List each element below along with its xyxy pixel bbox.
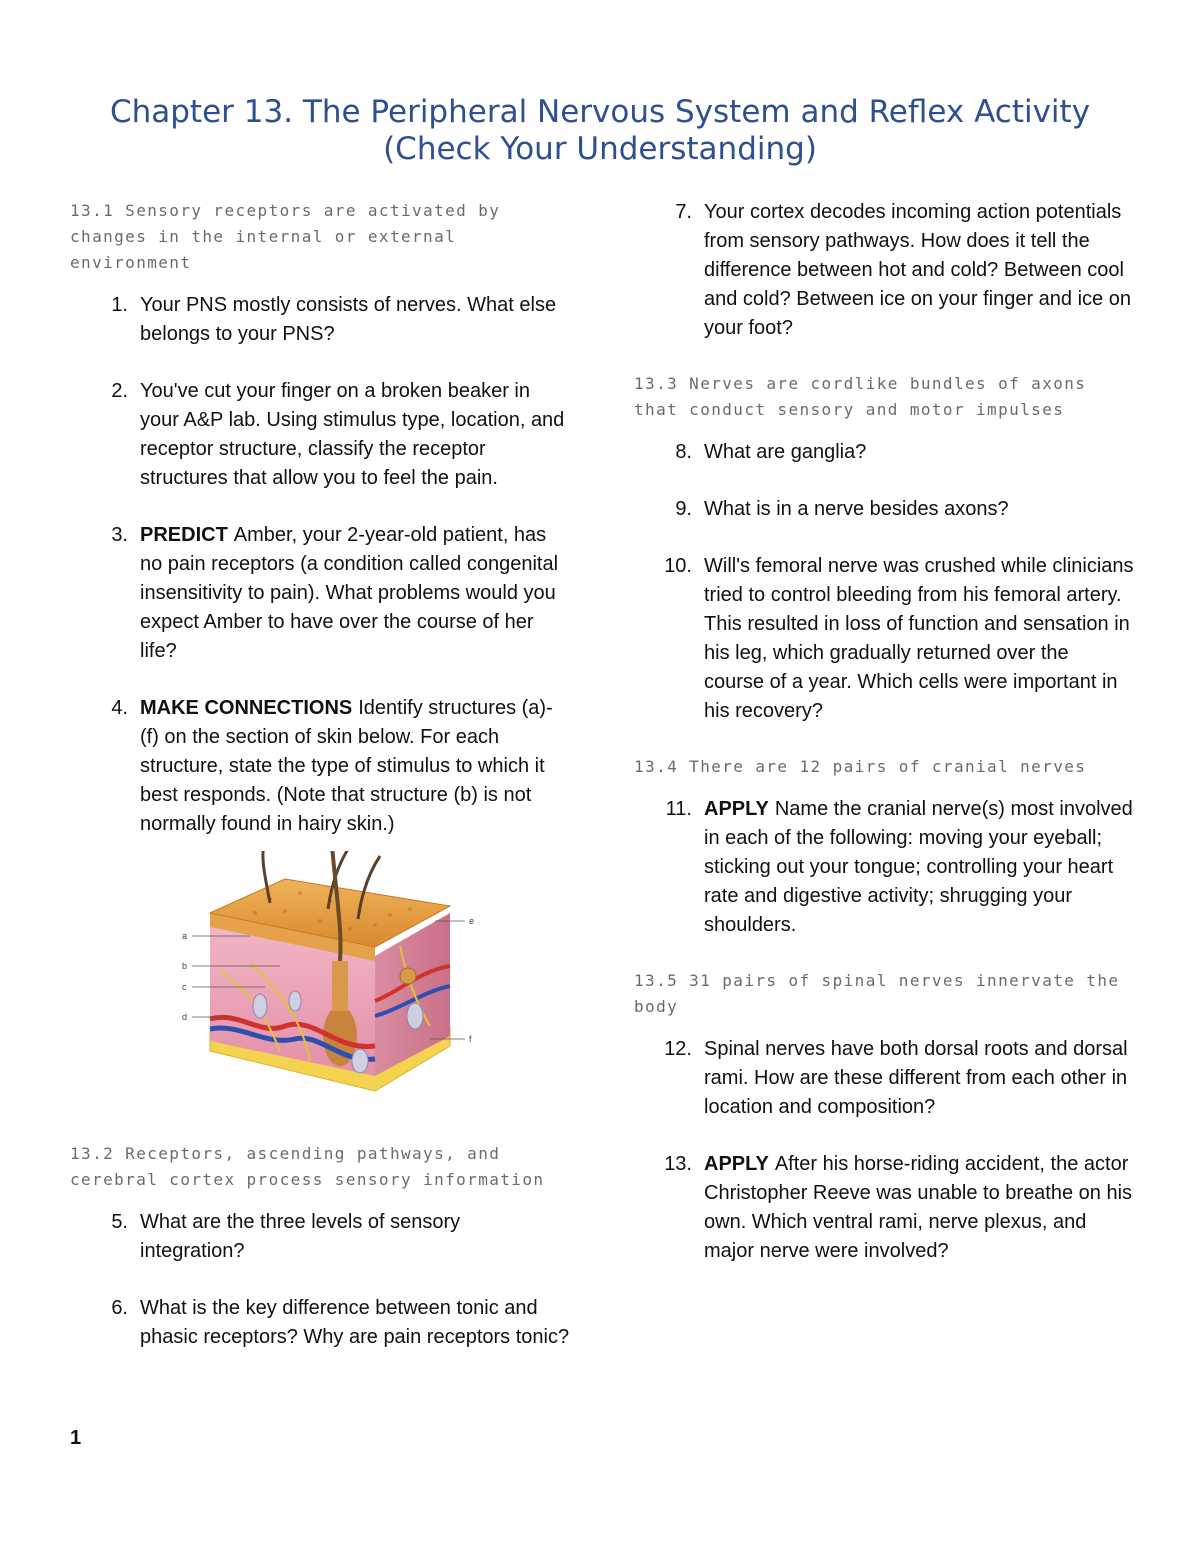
question-number: 1. [111, 294, 128, 316]
question-number: 12. [664, 1038, 692, 1060]
question-keyword: APPLY [704, 1153, 769, 1175]
figure-label-b: b [182, 961, 188, 971]
question-number: 2. [111, 380, 128, 402]
question-5 [70, 1208, 570, 1266]
question-6 [70, 1294, 570, 1352]
question-4 [70, 694, 570, 839]
page-number: 1 [70, 1427, 82, 1449]
question-number: 8. [675, 441, 692, 463]
question-text: What are ganglia? [704, 441, 867, 463]
figure-label-a: a [182, 931, 188, 941]
skin-section-illustration [70, 851, 570, 1111]
question-text: You've cut your finger on a broken beaker in your A&P lab. Using stimulus type, location, and receptor structure, classify the receptor structures that allow you to feel the pain. [140, 380, 565, 489]
title-line-2: (Check Your Understanding) [383, 131, 817, 167]
question-text: Identify structures (a)-(f) on the section of skin below. For each structure, state the type of stimulus to which it best responds. (Note that structure (b) is not normally found in hairy skin.) [140, 697, 553, 835]
question-text: Amber, your 2-year-old patient, has no pain receptors (a condition called congenital insensitivity to pain). What problems would you expect Amber to have over the course of her life? [140, 524, 559, 662]
question-number: 3. [111, 524, 128, 546]
question-12 [634, 1035, 1134, 1122]
question-text: What are the three levels of sensory integration? [140, 1211, 461, 1262]
question-keyword: MAKE CONNECTIONS [140, 697, 353, 719]
question-1 [70, 291, 570, 349]
section-heading-13-4: 13.4 There are 12 pairs of cranial nerves [634, 757, 1087, 776]
question-8 [634, 438, 1134, 467]
question-text: Name the cranial nerve(s) most involved in each of the following: moving your eyeball; sticking out your tongue; controlling your heart rate and digestive activity; shrugging your shoulders. [704, 798, 1133, 936]
section-heading-13-2: 13.2 Receptors, ascending pathways, and cerebral cortex process sensory information [70, 1144, 545, 1189]
section-heading-13-3: 13.3 Nerves are cordlike bundles of axons that conduct sensory and motor impulses [634, 374, 1087, 419]
question-number: 10. [664, 555, 692, 577]
question-text: Your PNS mostly consists of nerves. What else belongs to your PNS? [140, 294, 557, 345]
question-3 [70, 521, 570, 666]
figure-label-f: f [469, 1034, 472, 1044]
question-10 [634, 552, 1134, 726]
figure-label-e: e [469, 916, 475, 926]
question-text: Your cortex decodes incoming action potentials from sensory pathways. How does it tell the difference between hot and cold? Between cool and cold? Between ice on your finger and ice on your foot? [704, 201, 1131, 339]
title-line-1: Chapter 13. The Peripheral Nervous System and Reflex Activity [109, 94, 1091, 130]
question-11 [634, 795, 1134, 940]
question-number: 11. [665, 798, 692, 820]
section-heading-13-5: 13.5 31 pairs of spinal nerves innervate the body [634, 971, 1120, 1016]
right-column [634, 198, 1134, 1294]
question-number: 6. [111, 1297, 128, 1319]
skin-section-figure [70, 851, 570, 1111]
question-9 [634, 495, 1134, 524]
question-2 [70, 377, 570, 493]
question-number: 7. [675, 201, 692, 223]
figure-label-d: d [182, 1012, 188, 1022]
question-number: 5. [111, 1211, 128, 1233]
question-keyword: PREDICT [140, 524, 228, 546]
question-text: What is in a nerve besides axons? [704, 498, 1009, 520]
question-number: 13. [664, 1153, 692, 1175]
section-heading-13-1: 13.1 Sensory receptors are activated by changes in the internal or external environment [70, 201, 501, 272]
question-number: 9. [675, 498, 692, 520]
left-column [70, 198, 570, 1380]
question-text: After his horse-riding accident, the actor Christopher Reeve was unable to breathe on his own. Which ventral rami, nerve plexus, and major nerve were involved? [704, 1153, 1133, 1262]
question-number: 4. [111, 697, 128, 719]
question-text: What is the key difference between tonic and phasic receptors? Why are pain receptors tonic? [140, 1297, 570, 1348]
question-text: Spinal nerves have both dorsal roots and dorsal rami. How are these different from each other in location and composition? [704, 1038, 1128, 1118]
question-keyword: APPLY [704, 798, 769, 820]
figure-label-c: c [182, 982, 187, 992]
question-13 [634, 1150, 1134, 1266]
question-text: Will's femoral nerve was crushed while clinicians tried to control bleeding from his femoral artery. This resulted in loss of function and sensation in his leg, which gradually returned over the course of a year. Which cells were important in his recovery? [704, 555, 1134, 722]
question-7 [634, 198, 1134, 343]
